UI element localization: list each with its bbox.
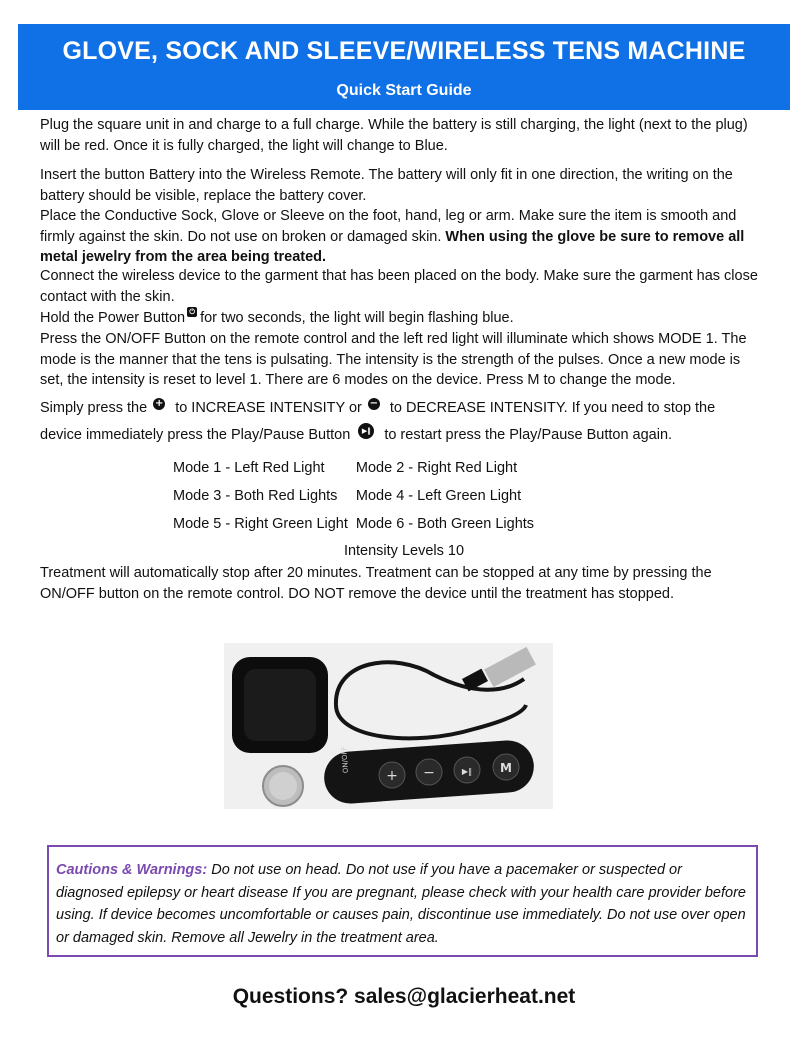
mode-4: Mode 4 - Left Green Light bbox=[355, 488, 522, 504]
minus-icon: − bbox=[369, 398, 379, 410]
remote-mode-label: M bbox=[500, 761, 512, 775]
intensity-levels: Intensity Levels 10 bbox=[343, 543, 465, 559]
mode-3: Mode 3 - Both Red Lights bbox=[173, 488, 338, 504]
modes-table bbox=[173, 454, 542, 538]
mode-6: Mode 6 - Both Green Lights bbox=[355, 516, 535, 532]
power-button-icon: ⏻ bbox=[187, 307, 197, 317]
plus-icon: + bbox=[154, 398, 164, 410]
mode-1: Mode 1 - Left Red Light bbox=[173, 460, 325, 476]
treatment-note: Treatment will automatically stop after 20 minutes. Treatment can be stopped at any time by pressing the ON/OFF button on the remote control. DO NOT remove the device until the treatment has stopped. bbox=[40, 565, 712, 602]
instruction-mode: Press the ON/OFF Button on the remote control and the left red light will illuminate which shows MODE 1. The mode is the manner that the tens is pulsating. The intensity is the strength of the pulses. Once a new mode is set, the intensity is reset to level 1. There are 6 modes on the device. Press M to change the mode. bbox=[40, 331, 747, 388]
cautions-box bbox=[47, 845, 758, 957]
cautions-heading: Cautions & Warnings: bbox=[56, 862, 208, 878]
product-photo-illustration bbox=[224, 643, 553, 809]
modes-row bbox=[173, 510, 542, 538]
mode-5: Mode 5 - Right Green Light bbox=[173, 516, 348, 532]
jewelry-warning: When using the glove be sure to remove all metal jewelry from the area being treated. bbox=[40, 228, 745, 265]
modes-row bbox=[173, 454, 542, 482]
instruction-power bbox=[40, 308, 760, 329]
instruction-power-text-2: for two seconds, the light will begin flashing blue. bbox=[200, 310, 514, 326]
page-subtitle: Quick Start Guide bbox=[336, 82, 472, 99]
instruction-intensity-text-1: Simply press the bbox=[40, 400, 148, 416]
header-banner bbox=[18, 24, 790, 110]
remote-onoff-label: ON/OFF bbox=[340, 746, 350, 774]
page-title: GLOVE, SOCK AND SLEEVE/WIRELESS TENS MACHINE bbox=[62, 37, 746, 65]
instruction-intensity-text-3: to DECREASE INTENSITY. If you need to stop the device immediately press the Play/Pause Button bbox=[40, 400, 716, 443]
instruction-garment-text: Place the Conductive Sock, Glove or Sleeve on the foot, hand, leg or arm. Make sure the item is smooth and firmly against the skin. Do not use on broken or damaged skin. bbox=[40, 208, 737, 245]
instruction-intensity bbox=[40, 395, 760, 449]
instruction-intensity-text-2: to INCREASE INTENSITY or bbox=[175, 400, 362, 416]
questions-contact: Questions? sales@glacierheat.net bbox=[232, 985, 576, 1008]
instruction-battery: Insert the button Battery into the Wireless Remote. The battery will only fit in one direction, the writing on the battery should be visible, replace the battery cover. bbox=[40, 167, 733, 204]
instruction-charge: Plug the square unit in and charge to a full charge. While the battery is still charging, the light (next to the plug) will be red. Once it is fully charged, the light will change to Blue. bbox=[40, 117, 748, 154]
instruction-intensity-text-4: to restart press the Play/Pause Button again. bbox=[384, 427, 673, 443]
instruction-connect: Connect the wireless device to the garment that has been placed on the body. Make sure the garment has close contact with the skin. bbox=[40, 268, 758, 305]
product-photo bbox=[224, 643, 553, 809]
remote-minus-label: − bbox=[423, 765, 435, 781]
cautions-text: Do not use on head. Do not use if you have a pacemaker or suspected or diagnosed epilepsy or heart disease If you are pregnant, please check with your health care provider before using. If device becomes uncomfortable or causes pain, discontinue use immediately. Do not use over open or damaged skin. Remove all Jewelry in the treatment area. bbox=[56, 862, 746, 946]
modes-row bbox=[173, 482, 542, 510]
instruction-power-text: Hold the Power Button bbox=[40, 310, 186, 326]
remote-playpause-label: ▶‖ bbox=[461, 767, 473, 776]
play-pause-icon: ▶‖ bbox=[358, 423, 374, 439]
remote-plus-label: + bbox=[386, 768, 398, 784]
instruction-garment bbox=[40, 206, 760, 268]
mode-2: Mode 2 - Right Red Light bbox=[355, 460, 518, 476]
